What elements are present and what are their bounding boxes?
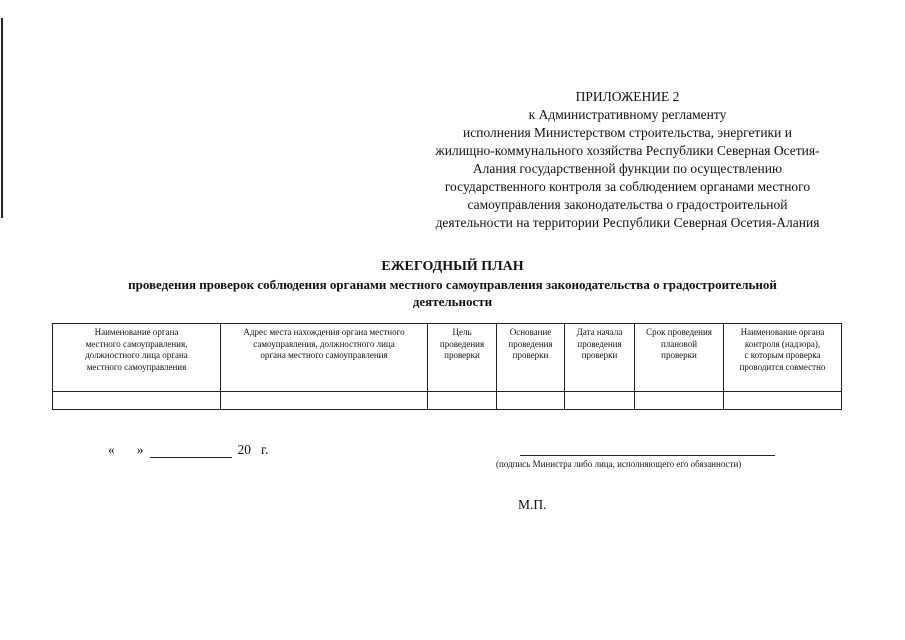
appendix-line: к Административному регламенту: [528, 107, 727, 122]
header-line: проведения: [439, 338, 485, 349]
header-line: Срок проведения: [646, 327, 712, 337]
date-open-quote: «: [108, 442, 115, 457]
column-header-duration: [635, 324, 724, 392]
header-line: с которым проверка: [744, 350, 821, 360]
column-header-start-date: [565, 324, 635, 392]
date-close-quote: »: [136, 442, 144, 457]
appendix-line: исполнения Министерством строительства, энергетики и: [463, 125, 792, 140]
appendix-line: жилищно-коммунального хозяйства Республики Северная Осетия-: [435, 143, 820, 158]
column-header-joint-control-body: [724, 324, 842, 392]
header-line: Дата начала: [576, 327, 623, 337]
margin-rule: [1, 18, 3, 218]
plan-title: ЕЖЕГОДНЫЙ ПЛАН: [381, 259, 524, 274]
header-line: самоуправления, должностного лица: [253, 338, 395, 349]
appendix-line: государственного контроля за соблюдением органами местного: [444, 179, 811, 194]
date-year-prefix: 20: [237, 442, 251, 457]
table-cell[interactable]: [724, 392, 842, 410]
column-header-basis: [497, 324, 565, 392]
header-line: плановой: [660, 338, 698, 349]
column-header-purpose: [428, 324, 497, 392]
appendix-line: Алания государственной функции по осуществлению: [472, 161, 783, 176]
plan-table: [52, 323, 842, 410]
header-line: местного самоуправления: [86, 361, 187, 372]
header-line: проведения: [577, 338, 622, 349]
column-header-address: [221, 324, 428, 392]
table-cell[interactable]: [221, 392, 428, 410]
column-header-organ-name: [53, 324, 221, 392]
header-line: проверки: [661, 350, 697, 360]
date-field: [108, 442, 268, 458]
table-cell[interactable]: [497, 392, 565, 410]
header-line: проверки: [581, 350, 618, 360]
appendix-line: деятельности на территории Республики Северная Осетия-Алания: [435, 215, 820, 230]
header-line: органа местного самоуправления: [260, 350, 388, 360]
header-line: проверки: [512, 350, 549, 360]
table-header-row: [53, 324, 842, 392]
signature-line[interactable]: [520, 455, 775, 456]
header-line: проведения: [508, 338, 553, 349]
appendix-header: [405, 88, 850, 232]
table-cell[interactable]: [428, 392, 497, 410]
header-line: Наименование органа: [740, 327, 825, 337]
header-line: Адрес места нахождения органа местного: [243, 327, 405, 337]
signature-caption: (подпись Министра либо лица, исполняющего его обязанности): [496, 459, 742, 469]
table-row: [53, 392, 842, 410]
header-line: Цель: [452, 327, 472, 337]
plan-subtitle-line: деятельности: [412, 294, 493, 309]
header-line: проводится совместно: [739, 361, 826, 372]
header-line: Основание: [509, 327, 552, 337]
appendix-line: ПРИЛОЖЕНИЕ 2: [575, 89, 680, 104]
table-cell[interactable]: [53, 392, 221, 410]
header-line: контроля (надзора),: [744, 338, 821, 349]
date-month-blank[interactable]: [150, 444, 232, 458]
stamp-place: М.П.: [518, 497, 547, 512]
table-cell[interactable]: [635, 392, 724, 410]
plan-subtitle-line: проведения проверок соблюдения органами местного самоуправления законодательства о градостроительной: [128, 277, 777, 292]
date-year-suffix: г.: [261, 442, 269, 457]
header-line: местного самоуправления,: [85, 338, 188, 349]
header-line: должностного лица органа: [85, 350, 188, 360]
plan-subtitle: [60, 276, 845, 310]
table-cell[interactable]: [565, 392, 635, 410]
header-line: проверки: [444, 350, 480, 360]
header-line: Наименование органа: [94, 327, 179, 337]
appendix-line: самоуправления законодательства о градостроительной: [467, 197, 788, 212]
